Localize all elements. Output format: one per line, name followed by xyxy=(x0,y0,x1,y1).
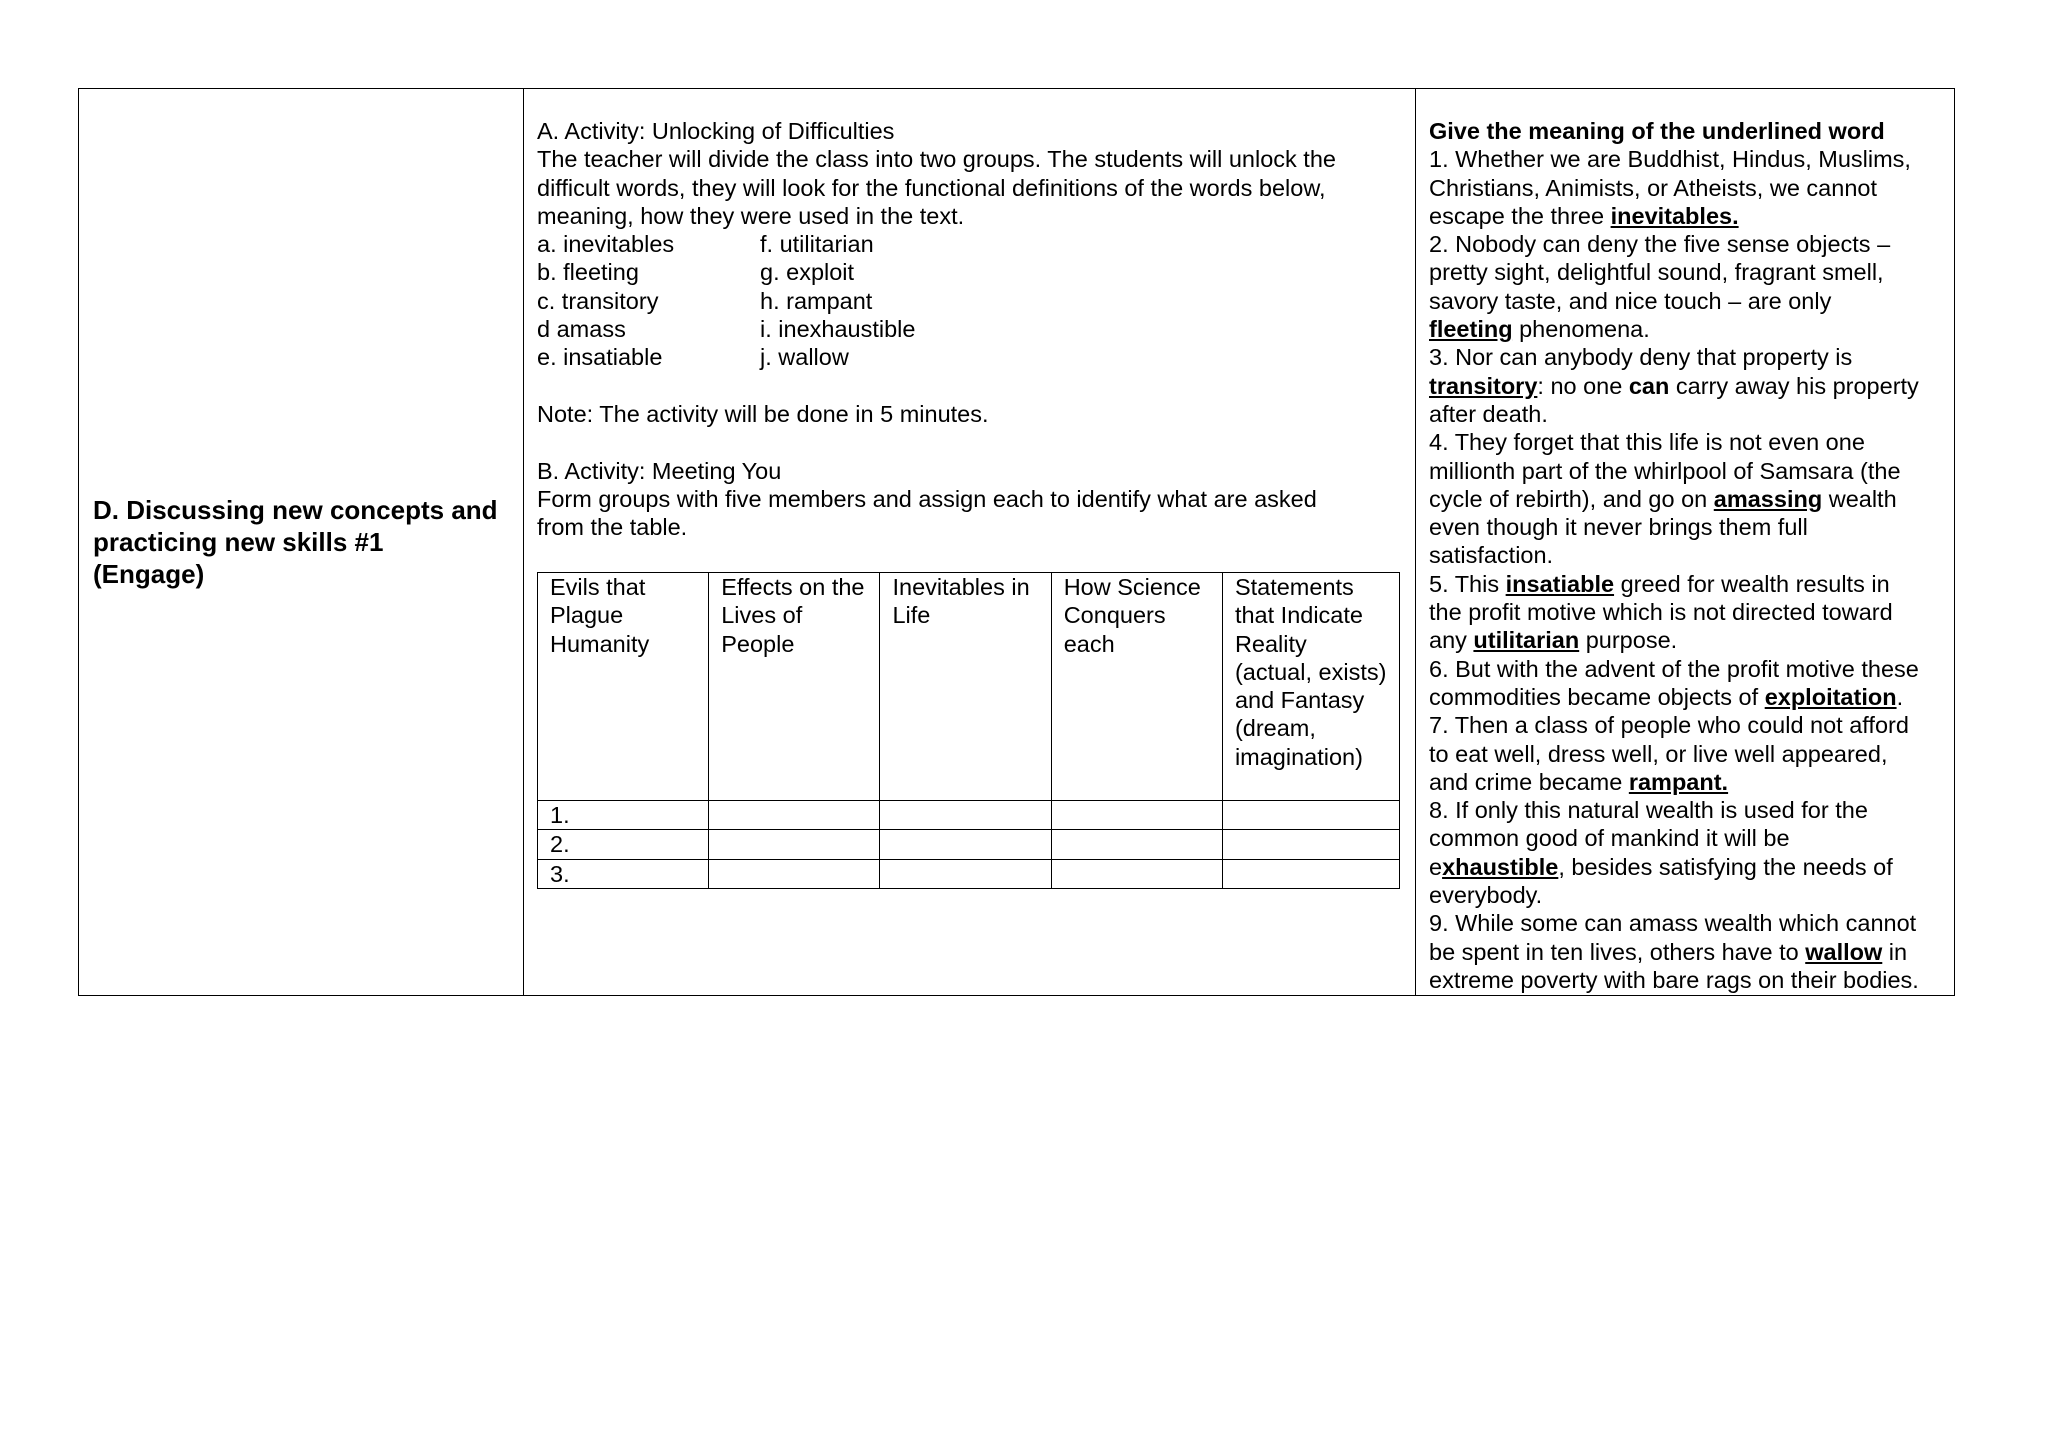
table-cell xyxy=(1222,859,1399,888)
activity-table xyxy=(537,572,1400,889)
sentence-line: 3. Nor can anybody deny that property is xyxy=(1429,344,1853,371)
table-cell xyxy=(1051,830,1222,859)
sentence-text: , besides satisfying the needs of xyxy=(1558,853,1893,880)
table-header: Evils that Plague Humanity xyxy=(538,573,709,801)
word-item: f. utilitarian xyxy=(760,231,874,258)
sentence-text: purpose. xyxy=(1579,627,1678,654)
row-number: 1. xyxy=(538,801,709,830)
sentence-line: pretty sight, delightful sound, fragrant smell, xyxy=(1429,259,1884,286)
table-cell xyxy=(709,801,880,830)
table-cell xyxy=(880,830,1051,859)
table-header: Statements that Indicate Reality (actual, exists) and Fantasy (dream, imagination) xyxy=(1222,573,1399,801)
activity-b-instruction: Form groups with five members and assign each to identify what are asked xyxy=(537,485,1317,512)
word-row xyxy=(537,343,1397,371)
sentence-line: 1. Whether we are Buddhist, Hindus, Muslims, xyxy=(1429,146,1911,173)
activity-a-instruction: meaning, how they were used in the text. xyxy=(537,202,965,229)
sentence-line: to eat well, dress well, or live well appeared, xyxy=(1429,740,1888,767)
underlined-word: rampant. xyxy=(1628,768,1729,795)
underlined-word: insatiable xyxy=(1505,570,1615,597)
sentence-line xyxy=(1429,485,1949,513)
bold-word: can xyxy=(1628,372,1670,399)
row-number: 2. xyxy=(538,830,709,859)
sentence-text: and crime became xyxy=(1429,768,1629,795)
sentence-line: extreme poverty with bare rags on their bodies. xyxy=(1429,966,1919,993)
underlined-word: inevitables. xyxy=(1610,202,1739,229)
table-header: How Science Conquers each xyxy=(1051,573,1222,801)
underlined-word: utilitarian xyxy=(1473,627,1580,654)
sentence-text: greed for wealth results in xyxy=(1614,570,1890,597)
activity-a-instruction: difficult words, they will look for the functional definitions of the words below, xyxy=(537,174,1326,201)
row-number: 3. xyxy=(538,859,709,888)
underlined-word: amassing xyxy=(1713,485,1823,512)
sentence-line: Christians, Animists, or Atheists, we cannot xyxy=(1429,174,1877,201)
sentence-text: . xyxy=(1896,683,1904,710)
spacer xyxy=(537,428,1397,456)
spacer xyxy=(537,372,1397,400)
table-row xyxy=(538,830,1400,859)
table-cell xyxy=(1051,801,1222,830)
sentence-line xyxy=(1429,938,1949,966)
word-row xyxy=(537,287,1397,315)
sentence-line: even though it never brings them full xyxy=(1429,514,1808,541)
sentence-line xyxy=(1429,570,1949,598)
word-list xyxy=(537,230,1397,371)
underlined-word: wallow xyxy=(1805,938,1883,965)
sentence-text: escape the three xyxy=(1429,202,1611,229)
sentence-line: the profit motive which is not directed toward xyxy=(1429,599,1893,626)
table-row xyxy=(538,801,1400,830)
word-item: i. inexhaustible xyxy=(760,316,916,343)
sentence-line: after death. xyxy=(1429,400,1548,427)
word-item: b. fleeting xyxy=(537,259,639,286)
sentence-line xyxy=(1429,626,1949,654)
sentence-line xyxy=(1429,372,1949,400)
sentence-line xyxy=(1429,202,1949,230)
sentence-line xyxy=(1429,853,1949,881)
table-row xyxy=(538,859,1400,888)
word-item: e. insatiable xyxy=(537,344,663,371)
sentence-line: 9. While some can amass wealth which cannot xyxy=(1429,910,1917,937)
table-cell xyxy=(1222,801,1399,830)
section-label: D. Discussing new concepts and practicing new skills #1 (Engage) xyxy=(93,495,498,589)
activity-note: Note: The activity will be done in 5 minutes. xyxy=(537,400,989,427)
table-header-row xyxy=(538,573,1400,801)
word-row xyxy=(537,258,1397,286)
sentence-line: 6. But with the advent of the profit motive these xyxy=(1429,655,1919,682)
activity-a-instruction: The teacher will divide the class into two groups. The students will unlock the xyxy=(537,146,1336,173)
sentence-text: : no one xyxy=(1537,372,1629,399)
sentence-text: any xyxy=(1429,627,1474,654)
sentence-text: e xyxy=(1429,853,1443,880)
section-label-cell xyxy=(93,89,498,995)
sentence-text: carry away his property xyxy=(1669,372,1919,399)
sentence-line: 8. If only this natural wealth is used for the xyxy=(1429,797,1868,824)
activity-b-instruction: from the table. xyxy=(537,514,688,541)
word-row xyxy=(537,315,1397,343)
table-header: Effects on the Lives of People xyxy=(709,573,880,801)
vocabulary-heading: Give the meaning of the underlined word xyxy=(1429,118,1885,144)
sentence-line xyxy=(1429,683,1949,711)
word-item: a. inevitables xyxy=(537,231,675,258)
sentence-text: commodities became objects of xyxy=(1429,683,1765,710)
column-divider xyxy=(1415,89,1416,995)
sentence-line: savory taste, and nice touch – are only xyxy=(1429,287,1832,314)
table-cell xyxy=(709,859,880,888)
table-cell xyxy=(880,859,1051,888)
sentence-text: be spent in ten lives, others have to xyxy=(1429,938,1806,965)
underlined-word: exploitation xyxy=(1764,683,1897,710)
sentence-text: in xyxy=(1882,938,1908,965)
activity-cell xyxy=(537,117,1397,541)
vocabulary-cell xyxy=(1429,117,1949,994)
lesson-table xyxy=(78,88,1955,996)
word-item: g. exploit xyxy=(760,259,855,286)
table-header: Inevitables in Life xyxy=(880,573,1051,801)
table-cell xyxy=(709,830,880,859)
table-cell xyxy=(1222,830,1399,859)
table-cell xyxy=(880,801,1051,830)
word-item: d amass xyxy=(537,316,626,343)
sentence-line: everybody. xyxy=(1429,882,1543,909)
sentence-text: cycle of rebirth), and go on xyxy=(1429,485,1714,512)
underlined-word: fleeting xyxy=(1429,316,1513,343)
sentence-line: 7. Then a class of people who could not afford xyxy=(1429,712,1909,739)
word-item: j. wallow xyxy=(760,344,849,371)
activity-b-title: B. Activity: Meeting You xyxy=(537,457,782,484)
sentence-line: 4. They forget that this life is not even one xyxy=(1429,429,1865,456)
word-item: h. rampant xyxy=(760,287,873,314)
word-item: c. transitory xyxy=(537,287,659,314)
table-cell xyxy=(1051,859,1222,888)
sentence-line: 2. Nobody can deny the five sense objects – xyxy=(1429,231,1891,258)
underlined-word: transitory xyxy=(1429,372,1538,399)
sentence-line: millionth part of the whirlpool of Samsara (the xyxy=(1429,457,1901,484)
sentence-line xyxy=(1429,315,1949,343)
sentence-line: satisfaction. xyxy=(1429,542,1554,569)
underlined-word: xhaustible xyxy=(1442,853,1559,880)
activity-a-title: A. Activity: Unlocking of Difficulties xyxy=(537,118,895,144)
sentence-text: 5. This xyxy=(1429,570,1506,597)
sentence-line: common good of mankind it will be xyxy=(1429,825,1790,852)
sentence-line xyxy=(1429,768,1949,796)
word-row xyxy=(537,230,1397,258)
sentence-text: wealth xyxy=(1822,485,1897,512)
column-divider xyxy=(523,89,524,995)
sentence-text: phenomena. xyxy=(1512,316,1650,343)
